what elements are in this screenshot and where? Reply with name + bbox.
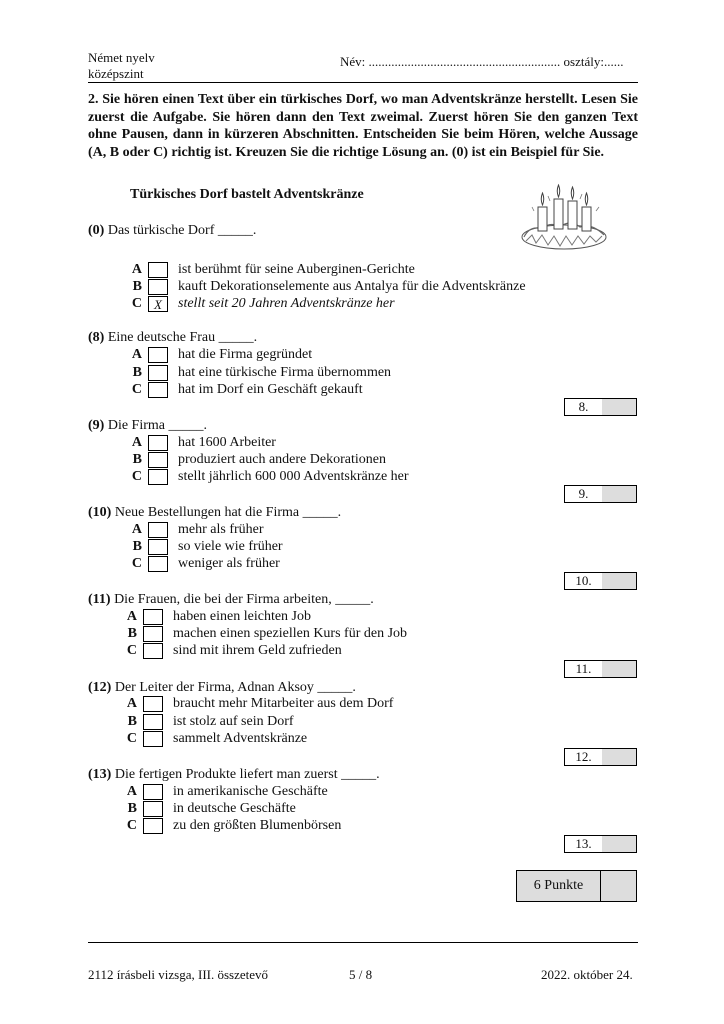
score-label: 13. [565,836,603,852]
option-letter: B [127,801,137,816]
answer-checkbox[interactable] [148,539,168,555]
answer-checkbox[interactable] [148,435,168,451]
answer-checkbox[interactable] [143,818,163,834]
question-text: Die Frauen, die bei der Firma arbeiten, _____. [114,592,374,607]
option-letter: B [127,714,137,729]
answer-checkbox[interactable] [148,347,168,363]
option-text: machen einen speziellen Kurs für den Job [173,626,408,641]
answer-checkbox[interactable] [148,262,168,278]
question-text: Die fertigen Produkte liefert man zuerst _____. [114,767,380,782]
question-text: Das türkische Dorf _____. [107,223,257,238]
answer-checkbox[interactable] [143,696,163,712]
question-11-stem [88,592,374,608]
header-level: középszint [88,66,144,81]
score-box-12[interactable] [564,748,637,766]
answer-checkbox[interactable] [143,784,163,800]
option-letter: A [131,347,142,362]
option-text: stellt seit 20 Jahren Adventskränze her [178,296,395,311]
answer-checkbox[interactable] [143,801,163,817]
header-name-field: Név: ........................................................... osztály:...... [340,54,624,69]
question-number: (11) [88,592,111,607]
score-label: 11. [565,661,603,677]
option-text: hat im Dorf ein Geschäft gekauft [178,382,363,397]
score-box-13[interactable] [564,835,637,853]
answer-checkbox[interactable] [143,643,163,659]
score-box-11[interactable] [564,660,637,678]
option-letter: B [132,365,142,380]
footer-page-number: 5 / 8 [349,967,373,982]
total-points-box[interactable] [516,870,637,902]
score-box-9[interactable] [564,485,637,503]
option-text: sind mit ihrem Geld zufrieden [173,643,342,658]
option-text: mehr als früher [178,522,264,537]
question-8-stem [88,330,257,346]
question-text: Eine deutsche Frau _____. [107,330,258,345]
question-10-stem [88,505,341,521]
answer-checkbox[interactable] [143,731,163,747]
option-text: zu den größten Blumenbörsen [173,818,342,833]
option-letter: C [126,818,137,833]
question-12-stem [88,680,356,696]
question-number: (9) [88,418,105,433]
option-text: sammelt Adventskränze [173,731,308,746]
score-label: 8. [565,399,603,415]
option-letter: B [132,279,142,294]
text-title: Türkisches Dorf bastelt Adventskränze [130,187,364,202]
option-letter: A [126,696,137,711]
total-points-label: 6 Punkte [517,871,601,901]
option-text: hat 1600 Arbeiter [178,435,276,450]
option-letter: A [131,522,142,537]
score-field[interactable] [602,661,636,677]
option-text: ist berühmt für seine Auberginen-Gerichte [178,262,415,277]
question-text: Die Firma _____. [107,418,207,433]
answer-checkbox[interactable] [148,469,168,485]
option-text: hat die Firma gegründet [178,347,313,362]
footer-exam-code: 2112 írásbeli vizsga, III. összetevő [88,967,269,982]
option-letter: B [127,626,137,641]
score-label: 10. [565,573,603,589]
option-letter: A [131,262,142,277]
question-9-stem [88,418,207,434]
footer-date: 2022. október 24. [541,967,633,982]
question-number: (8) [88,330,105,345]
score-field[interactable] [602,749,636,765]
score-field[interactable] [602,573,636,589]
score-field[interactable] [602,836,636,852]
answer-checkbox[interactable] [143,609,163,625]
score-label: 9. [565,486,603,502]
option-letter: C [131,469,142,484]
footer-divider [88,942,638,943]
option-text: haben einen leichten Job [173,609,312,624]
option-letter: B [132,452,142,467]
answer-checkbox[interactable] [143,714,163,730]
answer-checkbox[interactable] [148,556,168,572]
option-text: so viele wie früher [178,539,283,554]
option-letter: C [131,296,142,311]
option-text: kauft Dekorationselemente aus Antalya für die Adventskränze [178,279,526,294]
task-instructions: 2. Sie hören einen Text über ein türkisches Dorf, wo man Adventskränze herstellt. Lesen Sie zuerst die Aufgabe. Sie hören dann den Text zweimal. Zuerst hören Sie den ganzen Text ohne Pausen, dann in kürzeren Abschnitten. Entscheiden Sie beim Hören, welche Aussage (A, B oder C) richtig ist. Kreuzen Sie die richtige Lösung an. (0) ist ein Beispiel für Sie. [88,92,638,160]
answer-checkbox-marked[interactable]: X [148,296,168,312]
option-letter: C [126,643,137,658]
question-13-stem [88,767,380,783]
answer-checkbox[interactable] [148,452,168,468]
answer-checkbox[interactable] [148,279,168,295]
option-text: produziert auch andere Dekorationen [178,452,386,467]
header-subject-block [88,50,155,82]
score-label: 12. [565,749,603,765]
question-0-stem [88,223,256,239]
option-text: in deutsche Geschäfte [173,801,296,816]
option-letter: C [131,556,142,571]
option-letter: C [131,382,142,397]
option-letter: B [132,539,142,554]
option-text: in amerikanische Geschäfte [173,784,328,799]
score-field[interactable] [602,399,636,415]
answer-checkbox[interactable] [143,626,163,642]
header-divider [88,82,638,83]
option-text: ist stolz auf sein Dorf [173,714,294,729]
score-field[interactable] [602,486,636,502]
option-letter: A [131,435,142,450]
option-text: braucht mehr Mitarbeiter aus dem Dorf [173,696,394,711]
option-text: stellt jährlich 600 000 Adventskränze her [178,469,409,484]
question-number: (13) [88,767,112,782]
header-subject: Német nyelv [88,50,155,65]
answer-checkbox[interactable] [148,382,168,398]
score-box-10[interactable] [564,572,637,590]
question-number: (10) [88,505,112,520]
question-text: Der Leiter der Firma, Adnan Aksoy _____. [114,680,356,695]
question-text: Neue Bestellungen hat die Firma _____. [114,505,342,520]
answer-checkbox[interactable] [148,365,168,381]
score-box-8[interactable] [564,398,637,416]
question-number: (0) [88,223,105,238]
advent-wreath-icon [520,181,608,251]
option-letter: C [126,731,137,746]
option-letter: A [126,784,137,799]
answer-checkbox[interactable] [148,522,168,538]
option-letter: A [126,609,137,624]
option-text: hat eine türkische Firma übernommen [178,365,392,380]
option-text: weniger als früher [178,556,280,571]
question-number: (12) [88,680,112,695]
